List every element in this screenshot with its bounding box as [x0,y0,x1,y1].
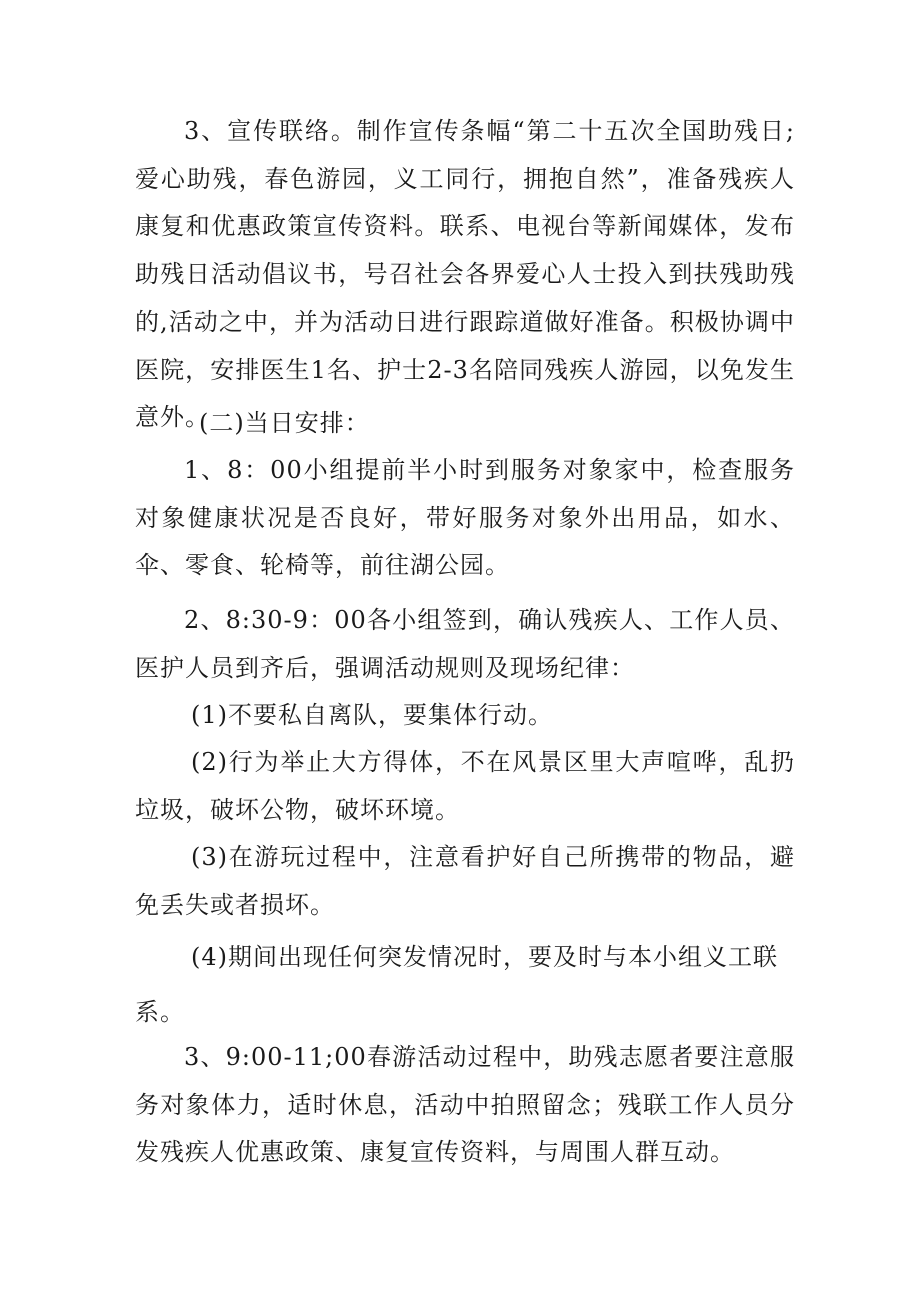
paragraph-step-2: 2、8:30-9：00各小组签到，确认残疾人、工作人员、医护人员到齐后，强调活动规则及现场纪律： [135,606,795,682]
rule-item-2: (2)行为举止大方得体，不在风景区里大声喧哗，乱扔垃圾，破坏公物，破坏环境。 [135,748,795,824]
rule-item-4-continuation: 系。 [135,998,185,1026]
paragraph-step-3: 3、9:00-11;00春游活动过程中，助残志愿者要注意服务对象体力，适时休息，活动中拍照留念；残联工作人员分发残疾人优惠政策、康复宣传资料，与周围人群互动。 [135,1043,795,1167]
rule-item-4: (4)期间出现任何突发情况时，要及时与本小组义工联 [191,943,778,971]
rule-item-1: (1)不要私自离队，要集体行动。 [191,701,553,729]
rule-item-3: (3)在游玩过程中，注意看护好自己所携带的物品，避免丢失或者损坏。 [135,843,795,919]
section-heading-same-day-arrangement: (二)当日安排： [199,409,370,437]
paragraph-publicity-liaison: 3、宣传联络。制作宣传条幅“第二十五次全国助残日;爱心助残，春色游园，义工同行，拥抱自然”，准备残疾人康复和优惠政策宣传资料。联系、电视台等新闻媒体，发布助残日活动倡议书，号召社会各界爱心人士投入到扶残助残的,活动之中，并为活动日进行跟踪道做好准备。积极协调中医院，安排医生1名、护士2-3名陪同残疾人游园，以免发生意外。 [135,117,795,432]
paragraph-step-1: 1、8：00小组提前半小时到服务对象家中，检查服务对象健康状况是否良好，带好服务对象外出用品，如水、伞、零食、轮椅等，前往湖公园。 [135,456,795,580]
